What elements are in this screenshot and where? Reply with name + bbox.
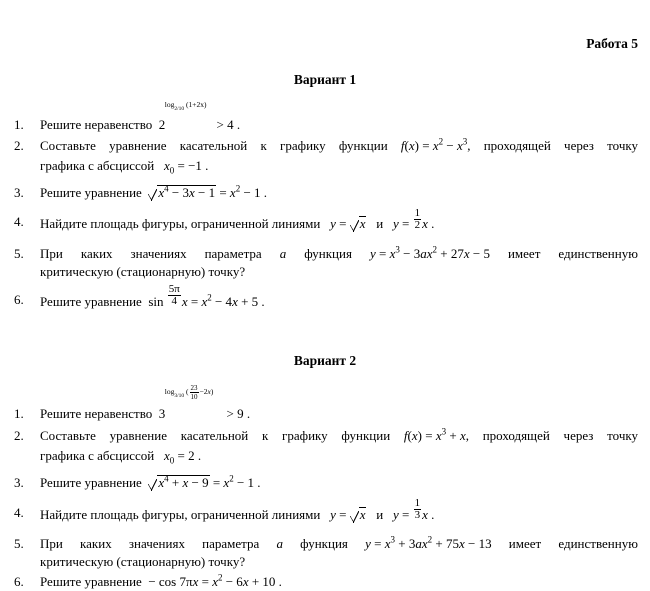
- task-number: 1.: [14, 406, 24, 421]
- task-text: Найдите площадь фигуры, ограниченной линиями: [40, 216, 321, 232]
- task-text: Решите уравнение: [40, 294, 142, 310]
- equation-expression: $x^4 + x - 9 = x^2 - 1$ .: [148, 475, 260, 490]
- task-text-line-1: Составьте уравнение касательной к графику функции $f(x) = x^3 + x$, проходящей через точку: [40, 426, 638, 443]
- curve-2-expression: y = $\frac{1}{2}$ x .: [392, 207, 435, 232]
- curve-1-expression: y = x: [330, 216, 366, 232]
- task-number: 3.: [14, 475, 24, 490]
- equation-expression: − $\cos 7\pi x = x^2 - 6x + 10$ .: [148, 572, 282, 589]
- task-text-line-1: При каких значениях параметра a функция $y = x^3 - 3ax^2 + 27x - 5$ имеет единственную: [40, 244, 638, 261]
- abscissa-expression: $x_0 = -1$ .: [163, 158, 209, 176]
- function-expression: $y = x^3 - 3ax^2 + 27x - 5$: [369, 244, 490, 261]
- equation-expression: sin $\frac{5\pi}{4}$ $x = x^2 - 4x + 5$ .: [148, 283, 265, 310]
- task-number: 5.: [14, 246, 24, 261]
- task-number: 6.: [14, 292, 24, 307]
- curve-1-expression: y = x: [330, 507, 366, 523]
- variant-1-title: Вариант 1: [293, 72, 357, 87]
- task-text: Решите уравнение: [40, 475, 142, 490]
- variant-2-title: Вариант 2: [293, 353, 357, 368]
- equation-expression: $x^4 - 3x - 1 = x^2 - 1$ .: [148, 185, 267, 200]
- abscissa-expression: $x_0 = 2$ .: [163, 448, 202, 466]
- function-expression: $f(x) = x^2 - x^3$,: [400, 136, 471, 153]
- function-expression: $f(x) = x^3 + x$,: [403, 426, 469, 443]
- task-text: Решите уравнение: [40, 185, 142, 200]
- task-text: Решите уравнение: [40, 574, 142, 589]
- task-text: Решите неравенство: [40, 117, 153, 132]
- task-text-line-1: При каких значениях параметра a функция $y = x^3 + 3ax^2 + 75x - 13$ имеет единственную: [40, 534, 638, 551]
- task-text-line-2: критическую (стационарную) точку?: [40, 264, 246, 279]
- task-number: 3.: [14, 185, 24, 200]
- task-text: Решите неравенство: [40, 406, 153, 421]
- task-number: 6.: [14, 574, 24, 589]
- task-expression: 2 $\log_{2/10} (1+2x)$: [158, 100, 207, 132]
- task-number: 5.: [14, 536, 24, 551]
- task-number: 4.: [14, 214, 24, 229]
- task-text-line-2: критическую (стационарную) точку?: [40, 554, 246, 569]
- task-number: 2.: [14, 428, 24, 443]
- task-number: 1.: [14, 117, 24, 132]
- work-title: Работа 5: [586, 36, 638, 51]
- task-text: Найдите площадь фигуры, ограниченной линиями: [40, 507, 321, 523]
- task-number: 4.: [14, 505, 24, 520]
- curve-2-expression: y = $\frac{1}{3}$ x .: [392, 497, 435, 523]
- function-expression: $y = x^3 + 3ax^2 + 75x - 13$: [365, 534, 492, 551]
- task-expression: 3 $\log_{3/10}$ ( $\frac{23}{10}$ −2x): [158, 384, 214, 421]
- task-text-line-2: графика с абсциссой: [40, 158, 155, 173]
- task-text-line-1: Составьте уравнение касательной к графику функции $f(x) = x^2 - x^3$, проходящей через точку: [40, 136, 638, 153]
- task-number: 2.: [14, 138, 24, 153]
- task-text-line-2: графика с абсциссой: [40, 448, 155, 463]
